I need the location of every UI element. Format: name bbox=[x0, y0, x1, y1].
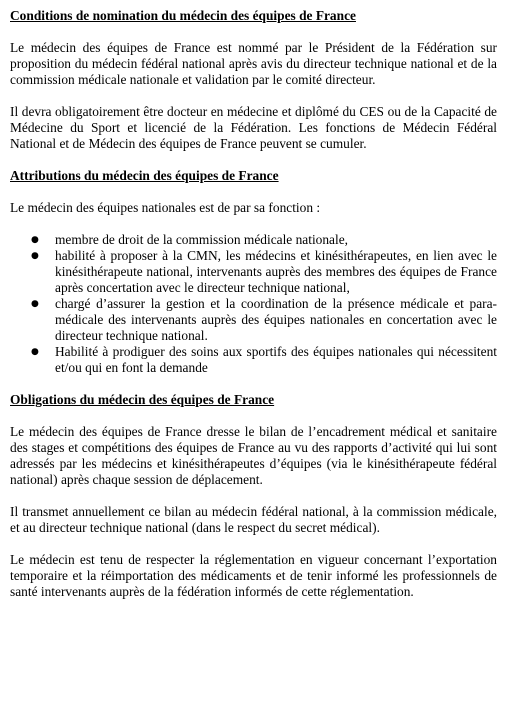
list-item bbox=[10, 296, 497, 344]
bullet-icon: ● bbox=[31, 251, 39, 261]
section-heading-obligations: Obligations du médecin des équipes de France bbox=[10, 392, 275, 407]
bullet-icon: ● bbox=[31, 299, 39, 309]
list-item-text: membre de droit de la commission médicale nationale, bbox=[55, 232, 349, 247]
list-item-text: Habilité à prodiguer des soins aux sportifs des équipes nationales qui nécessitent et/ou qui en font la demande bbox=[55, 344, 497, 375]
paragraph-attributions-intro: Le médecin des équipes nationales est de par sa fonction : bbox=[10, 200, 321, 215]
paragraph-bilan: Le médecin des équipes de France dresse le bilan de l’encadrement médical et sanitaire des stages et compétitions des équipes de France au vu des rapports d’activité qui lui sont adressés par les médecins et kinésithérapeutes d’équipes (via le kinésithérapeute fédéral national) après chaque session de déplacement. bbox=[10, 424, 497, 487]
bullet-icon: ● bbox=[31, 347, 39, 357]
list-item-text: habilité à proposer à la CMN, les médecins et kinésithérapeutes, en lien avec le kinésithérapeute national, intervenants auprès des membres des équipes de France après concertation avec le directeur technique national, bbox=[55, 248, 497, 295]
list-item bbox=[10, 232, 497, 248]
list-item bbox=[10, 248, 497, 296]
paragraph-reglementation: Le médecin est tenu de respecter la réglementation en vigueur concernant l’exportation temporaire et la réimportation des médicaments et de tenir informé les professionnels de santé intervenants auprès de la fédération informés de cette réglementation. bbox=[10, 552, 497, 599]
attributions-list bbox=[10, 232, 497, 376]
section-heading-attributions: Attributions du médecin des équipes de France bbox=[10, 168, 279, 183]
list-item bbox=[10, 344, 497, 376]
paragraph-transmission: Il transmet annuellement ce bilan au médecin fédéral national, à la commission médicale, et au directeur technique national (dans le respect du secret médical). bbox=[10, 504, 497, 535]
paragraph-qualifications: Il devra obligatoirement être docteur en médecine et diplômé du CES ou de la Capacité de Médecine du Sport et licencié de la Fédération. Les fonctions de Médecin Fédéral National et de Médecin des équipes de France peuvent se cumuler. bbox=[10, 104, 497, 151]
section-heading-conditions: Conditions de nomination du médecin des équipes de France bbox=[10, 8, 356, 23]
bullet-icon: ● bbox=[31, 235, 39, 245]
paragraph-nomination: Le médecin des équipes de France est nommé par le Président de la Fédération sur proposition du médecin fédéral national après avis du directeur technique national et de la commission médicale nationale et validation par le comité directeur. bbox=[10, 40, 497, 87]
list-item-text: chargé d’assurer la gestion et la coordination de la présence médicale et para-médicale des intervenants auprès des équipes nationales en concertation avec le directeur technique national. bbox=[55, 296, 497, 343]
